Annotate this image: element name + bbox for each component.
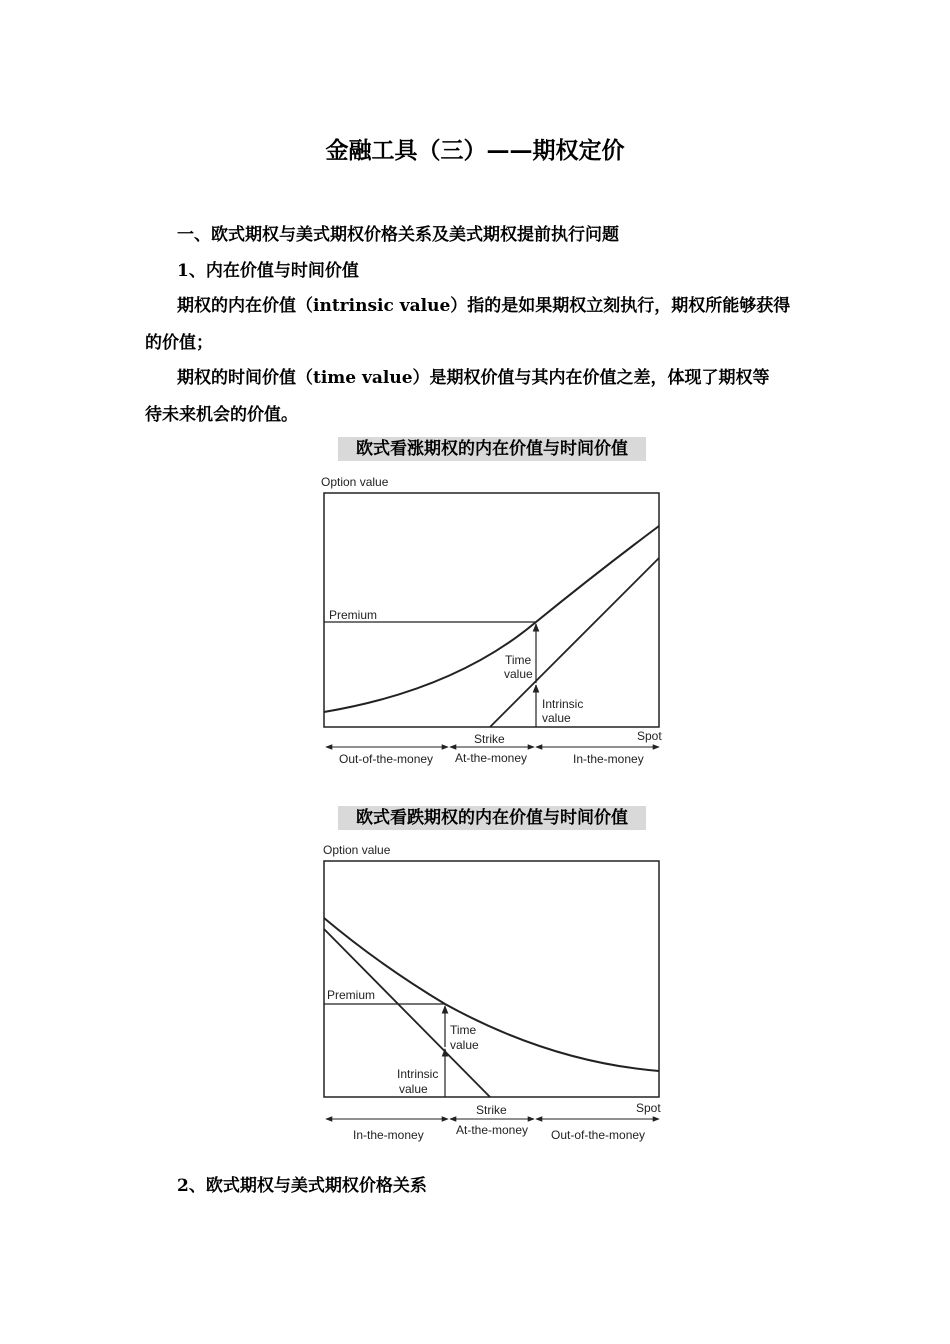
subsection-heading: 2、欧式期权与美式期权价格关系 [177, 1176, 427, 1196]
paragraph-line: 期权的时间价值（time value）是期权价值与其内在价值之差，体现了期权等 [177, 368, 770, 388]
zone-label-right: Out-of-the-money [551, 1128, 646, 1142]
premium-label: Premium [329, 608, 378, 622]
section-heading: 一、欧式期权与美式期权价格关系及美式期权提前执行问题 [177, 225, 619, 245]
intrinsic-value-label: value [399, 1082, 428, 1096]
paragraph-line: 待未来机会的价值。 [145, 405, 298, 425]
time-value-label: value [504, 667, 533, 681]
put-option-diagram [310, 838, 670, 1146]
time-value-label: value [450, 1038, 479, 1052]
strike-label: Strike [474, 732, 505, 746]
intrinsic-value-label: Intrinsic [397, 1067, 439, 1081]
paragraph-line: 的价值； [145, 333, 213, 353]
zone-label-left: In-the-money [353, 1128, 424, 1142]
zone-label-mid: At-the-money [455, 751, 528, 765]
subsection-heading: 1、内在价值与时间价值 [177, 261, 359, 281]
intrinsic-value-label: value [542, 711, 571, 725]
paragraph-line: 期权的内在价值（intrinsic value）指的是如果期权立刻执行，期权所能够获得 [177, 296, 791, 316]
page-title: 金融工具（三）——期权定价 [325, 137, 625, 164]
y-axis-title: Option value [323, 843, 391, 857]
spot-label: Spot [637, 729, 662, 743]
zone-label-right: In-the-money [573, 752, 644, 766]
time-value-label: Time [505, 653, 532, 667]
zone-label-mid: At-the-money [456, 1123, 529, 1137]
call-option-diagram [310, 470, 670, 775]
figure-caption: 欧式看跌期权的内在价值与时间价值 [338, 806, 646, 830]
spot-label: Spot [636, 1101, 661, 1115]
zone-label-left: Out-of-the-money [339, 752, 434, 766]
time-value-label: Time [450, 1023, 477, 1037]
premium-label: Premium [327, 988, 376, 1002]
figure-caption: 欧式看涨期权的内在价值与时间价值 [338, 437, 646, 461]
y-axis-title: Option value [321, 475, 389, 489]
strike-label: Strike [476, 1103, 507, 1117]
intrinsic-value-label: Intrinsic [542, 697, 584, 711]
